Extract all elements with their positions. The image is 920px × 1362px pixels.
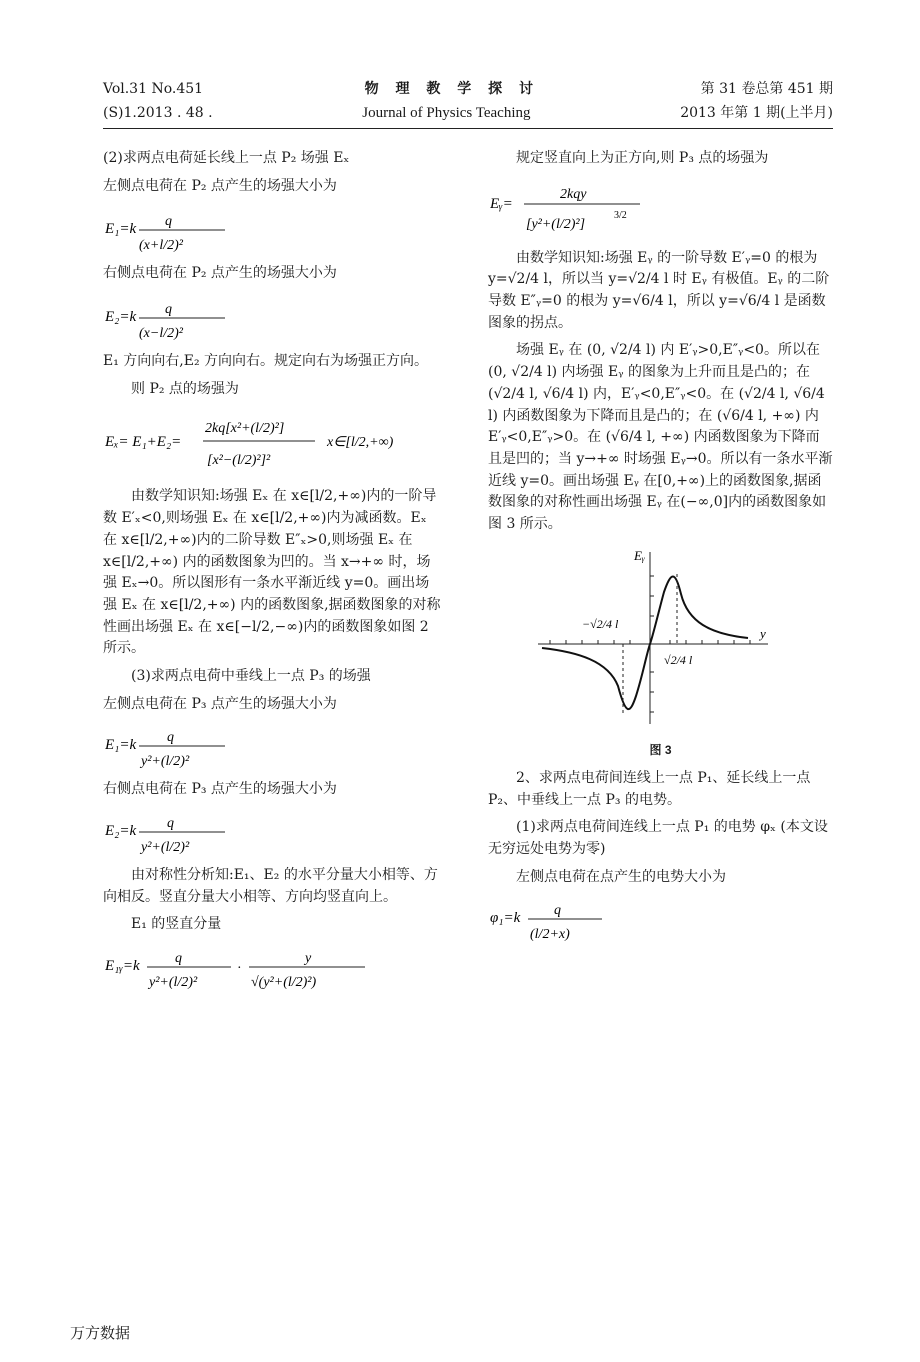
svg-text:3/2: 3/2	[614, 209, 627, 221]
ey-curve	[542, 576, 748, 709]
journal-title-cn: 物 理 教 学 探 讨	[364, 81, 540, 98]
formula-ey-graphic	[490, 176, 710, 238]
svg-text:E₁=k: E₁=k	[105, 737, 137, 754]
svg-text:φ₁=k: φ₁=k	[490, 910, 521, 927]
paragraph: 则 P₂ 点的场强为	[131, 380, 239, 397]
svg-text:q: q	[167, 816, 174, 831]
svg-text:(x−l/2)²: (x−l/2)²	[139, 326, 183, 342]
svg-text:[x²−(l/2)²]²: [x²−(l/2)²]²	[207, 453, 271, 469]
header-row-top	[103, 78, 833, 102]
issue-label: 第 31 卷总第 451 期	[700, 81, 833, 98]
figure-caption: 图 3	[649, 743, 672, 758]
svg-text:y²+(l/2)²: y²+(l/2)²	[149, 975, 198, 991]
left-column	[103, 148, 443, 1004]
svg-text:2kqy: 2kqy	[560, 186, 587, 202]
svg-text:q: q	[165, 214, 172, 230]
svg-text:y²+(l/2)²: y²+(l/2)²	[141, 840, 190, 855]
svg-text:x∈[l/2,+∞): x∈[l/2,+∞)	[327, 435, 394, 451]
right-column	[488, 148, 833, 952]
svg-text:q: q	[554, 903, 561, 919]
formula-e1	[105, 203, 443, 253]
svg-text:q: q	[165, 302, 172, 318]
paragraph: 左侧点电荷在 P₃ 点产生的场强大小为	[103, 695, 337, 712]
paragraph: 左侧点电荷在 P₂ 点产生的场强大小为	[103, 177, 337, 194]
svg-text:q: q	[175, 951, 182, 967]
section-heading-p2: (2)求两点电荷延长线上一点 P₂ 场强 Eₓ	[103, 150, 350, 166]
paragraph: 由数学知识知:场强 Eₓ 在 x∈[l/2,+∞)内的一阶导数 E′ₓ<0,则场强 Eₓ 在 x∈[l/2,+∞)内为减函数。Eₓ 在 x∈[l/2,+∞)内的二阶导数 E″ₓ>0,则场强 Eₓ 在 x∈[l/2,+∞) 内的函数图象为凹的。当 x→+∞ 时，场强 Eₓ→0。所以图形有一条水平渐近线 y=0。画出场强 Eₓ 在 x∈[l/2,+∞) 内的函数图象,据函数图象的对称性画出场强 Eₓ 在 x∈[−l/2,−∞)内的函数图象如图 2 所示。	[103, 488, 441, 657]
journal-title-en: Journal of Physics Teaching	[362, 105, 531, 122]
paragraph: 右侧点电荷在 P₃ 点产生的场强大小为	[103, 781, 337, 798]
svg-text:Eₓ= E₁+E₂=: Eₓ= E₁+E₂=	[105, 434, 182, 451]
formula-e1-graphic	[105, 203, 305, 253]
axis-label-y: y	[760, 625, 766, 641]
paragraph: 规定竖直向上为正方向,则 P₃ 点的场强为	[516, 150, 769, 166]
volume-label: Vol.31 No.451	[103, 81, 204, 98]
formula-e2	[105, 291, 443, 341]
formula-e2-p3	[105, 807, 443, 855]
paragraph: 由对称性分析知:E₁、E₂ 的水平分量大小相等、方向相反。竖直分量大小相等、方向均竖直向上。	[103, 867, 438, 905]
formula-phi1-graphic	[490, 894, 690, 942]
svg-text:·: ·	[237, 961, 242, 977]
formula-e2-p3-graphic	[105, 807, 305, 855]
paragraph: E₁ 的竖直分量	[131, 916, 222, 933]
paragraph: 2、求两点电荷间连线上一点 P₁、延长线上一点 P₂、中垂线上一点 P₃ 的电势。	[488, 769, 811, 808]
svg-text:(l/2+x): (l/2+x)	[530, 927, 570, 943]
paragraph: 左侧点电荷在点产生的电势大小为	[516, 868, 726, 885]
header-row-bottom	[103, 102, 833, 126]
section-heading-p3: (3)求两点电荷中垂线上一点 P₃ 的场强	[131, 667, 371, 684]
paragraph: 右侧点电荷在 P₂ 点产生的场强大小为	[103, 265, 337, 282]
formula-phi1	[490, 894, 833, 942]
formula-e2-graphic	[105, 291, 305, 341]
figure-3	[538, 546, 833, 734]
label-neg-extremum: −√2/4 l	[582, 616, 619, 631]
formula-e1-p3	[105, 721, 443, 769]
issue-date: 2013 年第 1 期(上半月)	[680, 105, 833, 122]
page-header	[103, 78, 833, 129]
paragraph: E₁ 方向向右,E₂ 方向向右。规定向右为场强正方向。	[103, 353, 429, 370]
svg-text:2kq[x²+(l/2)²]: 2kq[x²+(l/2)²]	[205, 421, 285, 437]
footer-source: 万方数据	[70, 1324, 131, 1342]
formula-ey	[490, 176, 833, 238]
formula-ex	[105, 406, 443, 476]
axis-label-ey: Eᵧ	[634, 547, 645, 563]
svg-text:[y²+(l/2)²]: [y²+(l/2)²]	[526, 216, 586, 232]
paragraph: (1)求两点电荷间连线上一点 P₁ 的电势 φₓ (本文设无穷远处电势为零)	[488, 819, 828, 857]
svg-text:y: y	[305, 951, 312, 967]
formula-e1-p3-graphic	[105, 721, 305, 769]
svg-text:q: q	[167, 730, 174, 746]
svg-text:E₁=k: E₁=k	[105, 221, 137, 238]
svg-text:Eᵧ=: Eᵧ=	[490, 195, 513, 212]
svg-text:E₂=k: E₂=k	[105, 823, 137, 839]
formula-e1y	[105, 942, 443, 994]
figure-3-plot	[538, 546, 778, 726]
formula-ex-graphic	[105, 406, 445, 476]
svg-text:E₂=k: E₂=k	[105, 309, 137, 326]
svg-text:y²+(l/2)²: y²+(l/2)²	[141, 754, 190, 770]
header-rule	[103, 128, 833, 129]
svg-text:√(y²+(l/2)²): √(y²+(l/2)²)	[251, 975, 317, 991]
paragraph: 由数学知识知:场强 Eᵧ 的一阶导数 E′ᵧ=0 的根为 y=√2/4 l，所以当 y=√2/4 l 时 Eᵧ 有极值。Eᵧ 的二阶导数 E″ᵧ=0 的根为 y=√6/4 l，所以 y=√6/4 l 是函数图象的拐点。	[488, 249, 830, 331]
svg-text:E₁ᵧ=k: E₁ᵧ=k	[105, 958, 140, 975]
formula-e1y-graphic	[105, 942, 405, 994]
label-pos-extremum: √2/4 l	[664, 652, 693, 667]
svg-text:(x+l/2)²: (x+l/2)²	[139, 238, 183, 254]
paragraph: 场强 Eᵧ 在 (0, √2/4 l) 内 E′ᵧ>0,E″ᵧ<0。所以在 (0, √2/4 l) 内场强 Eᵧ 的图象为上升而且是凸的；在 (√2/4 l, √6/4 l) 内，E′ᵧ<0,E″ᵧ<0。在 (√2/4 l, √6/4 l) 内函数图象为下降而且是凸的；在 (√6/4 l, +∞) 内 E′ᵧ<0,E″ᵧ>0。在 (√6/4 l, +∞) 内函数图象为下降而且是凹的；当 y→+∞ 时场强 Eᵧ→0。所以有一条水平渐近线 y=0。画出场强 Eᵧ 在[0,+∞)上的函数图象,据函数图象的对称性画出场强 Eᵧ 在(−∞,0]内的函数图象如图 3 所示。	[488, 342, 833, 532]
page-number: (S)1.2013 . 48 .	[103, 105, 213, 122]
